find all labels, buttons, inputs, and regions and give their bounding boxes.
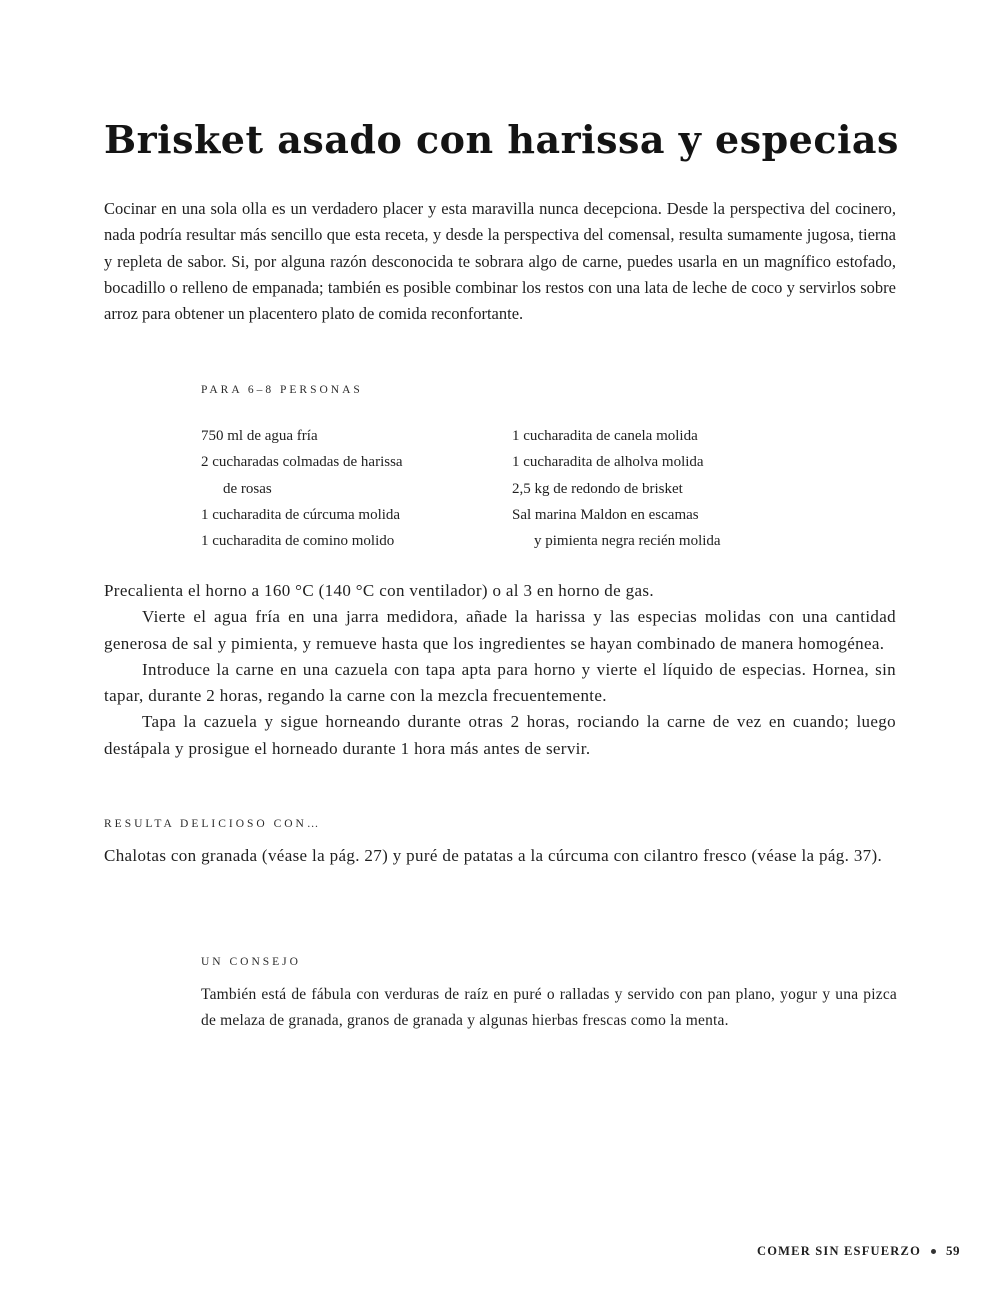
ingredient-item-continuation	[512, 528, 812, 554]
ingredients-column-left	[201, 423, 512, 554]
tip-text: También está de fábula con verduras de raíz en puré o ralladas y servido con pan plano, yogur y una pizca de melaza de granada, granos de granada y algunas hierbas frescas como la menta.	[201, 986, 897, 1030]
bullet-separator	[931, 1249, 936, 1254]
ingredient-item: 1 cucharadita de alholva molida	[512, 454, 704, 471]
method-step: Precalienta el horno a 160 °C (140 °C con ventilador) o al 3 en horno de gas.	[104, 581, 654, 600]
recipe-method	[104, 578, 896, 762]
recipe-title: Brisket asado con harissa y especias	[104, 117, 899, 162]
pairing-heading: RESULTA DELICIOSO CON…	[104, 818, 322, 830]
page-footer	[757, 1243, 960, 1259]
page-number: 59	[946, 1243, 960, 1258]
ingredient-item: 1 cucharadita de canela molida	[512, 428, 698, 444]
ingredient-item: 2,5 kg de redondo de brisket	[512, 480, 683, 497]
method-step: Tapa la cazuela y sigue horneando durante otras 2 horas, rociando la carne de vez en cuando; luego destápala y prosigue el horneado durante 1 hora más antes de servir.	[104, 712, 896, 758]
pairing-text: Chalotas con granada (véase la pág. 27) y puré de patatas a la cúrcuma con cilantro fresco (véase la pág. 37).	[104, 846, 883, 865]
footer-section-title: COMER SIN ESFUERZO	[757, 1243, 921, 1258]
ingredient-continuation-text: de rosas	[223, 480, 272, 497]
servings-heading: PARA 6–8 PERSONAS	[201, 384, 363, 396]
ingredient-continuation-text: y pimienta negra recién molida	[534, 533, 721, 550]
ingredient-item: 750 ml de agua fría	[201, 428, 318, 444]
ingredients-column-right	[512, 423, 812, 554]
ingredient-item-continuation	[201, 476, 512, 502]
recipe-intro: Cocinar en una sola olla es un verdadero placer y esta maravilla nunca decepciona. Desde la perspectiva del cocinero, nada podría resultar más sencillo que esta receta, y desde la perspectiva del comensal, resulta sumamente jugosa, tierna y repleta de sabor. Si, por alguna razón desconocida te sobrara algo de carne, puedes usarla en un magnífico estofado, bocadillo o relleno de empanada; también es posible combinar los restos con una lata de leche de coco y servirlos sobre arroz para obtener un placentero plato de comida reconfortante.	[104, 199, 896, 324]
tip-heading: UN CONSEJO	[201, 956, 301, 968]
method-step: Introduce la carne en una cazuela con tapa apta para horno y vierte el líquido de especias. Hornea, sin tapar, durante 2 horas, regando la carne con la mezcla frecuentemente.	[104, 659, 896, 706]
ingredients-list	[201, 423, 821, 554]
ingredient-item: 1 cucharadita de comino molido	[201, 533, 395, 550]
ingredient-item: 1 cucharadita de cúrcuma molida	[201, 506, 401, 523]
method-step: Vierte el agua fría en una jarra medidora, añade la harissa y las especias molidas con una cantidad generosa de sal y pimienta, y remueve hasta que los ingredientes se hayan combinado de manera homogénea.	[104, 607, 896, 653]
ingredient-item: Sal marina Maldon en escamas	[512, 506, 699, 523]
ingredient-item: 2 cucharadas colmadas de harissa	[201, 454, 403, 471]
